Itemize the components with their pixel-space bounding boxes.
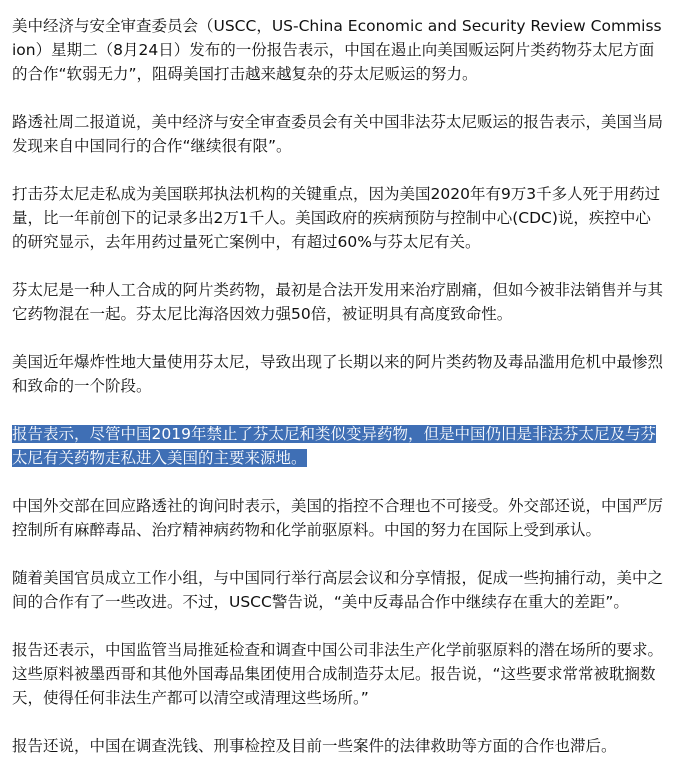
paragraph-1: 美中经济与安全审查委员会（USCC，US-China Economic and Security Review Commission）星期二（8月24日）发布的一份报告表示，中国在遏止向美国贩运阿片类药物芬太尼方面的合作“软弱无力”，阻碍美国打击越来越复杂的芬太尼贩运的努力。 xyxy=(12,17,662,83)
paragraph-6-selected[interactable] xyxy=(12,422,663,470)
paragraph-8: 随着美国官员成立工作小组，与中国同行举行高层会议和分享情报，促成一些拘捕行动，美中之间的合作有了一些改进。不过，USCC警告说，“美中反毒品合作中继续存在重大的差距”。 xyxy=(12,569,664,611)
paragraph-5: 美国近年爆炸性地大量使用芬太尼，导致出现了长期以来的阿片类药物及毒品滥用危机中最惨烈和致命的一个阶段。 xyxy=(12,353,664,395)
paragraph-7: 中国外交部在回应路透社的询问时表示，美国的指控不合理也不可接受。外交部还说，中国严厉控制所有麻醉毒品、治疗精神病药物和化学前驱原料。中国的努力在国际上受到承认。 xyxy=(12,497,664,539)
paragraph-10: 报告还说，中国在调查洗钱、刑事检控及目前一些案件的法律救助等方面的合作也滞后。 xyxy=(12,737,617,755)
article-body xyxy=(12,14,663,758)
paragraph-9: 报告还表示，中国监管当局推延检查和调查中国公司非法生产化学前驱原料的潜在场所的要求。这些原料被墨西哥和其他外国毒品集团使用合成制造芬太尼。报告说，“这些要求常常被耽搁数天，使得任何非法生产都可以清空或清理这些场所。” xyxy=(12,641,664,707)
paragraph-4: 芬太尼是一种人工合成的阿片类药物，最初是合法开发用来治疗剧痛，但如今被非法销售并与其它药物混在一起。芬太尼比海洛因效力强50倍，被证明具有高度致命性。 xyxy=(12,281,664,323)
paragraph-3: 打击芬太尼走私成为美国联邦执法机构的关键重点，因为美国2020年有9万3千多人死于用药过量，比一年前创下的记录多出2万1千人。美国政府的疾病预防与控制中心(CDC)说，疾控中心的研究显示，去年用药过量死亡案例中，有超过60%与芬太尼有关。 xyxy=(12,185,661,251)
selected-text-highlight[interactable]: 报告表示，尽管中国2019年禁止了芬太尼和类似变异药物，但是中国仍旧是非法芬太尼及与芬太尼有关药物走私进入美国的主要来源地。 xyxy=(12,425,656,467)
paragraph-2: 路透社周二报道说，美中经济与安全审查委员会有关中国非法芬太尼贩运的报告表示，美国当局发现来自中国同行的合作“继续很有限”。 xyxy=(12,113,664,155)
